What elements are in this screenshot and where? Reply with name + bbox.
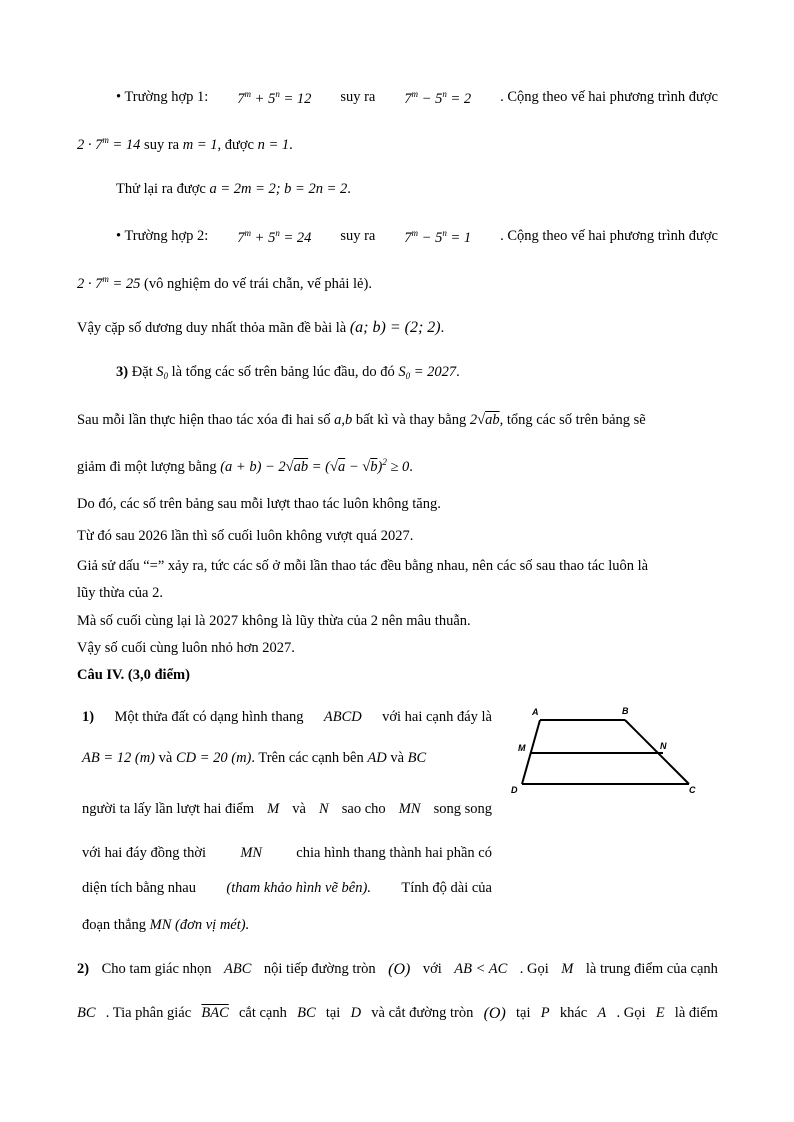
p3l2-text2: bất kì và thay bằng	[355, 412, 467, 428]
q1-mn: MN	[398, 801, 421, 817]
q1-l1: Một thửa đất có dạng hình thang	[114, 709, 304, 725]
q2-p: P	[540, 1005, 550, 1021]
case2-eq1: $7^m + 5^n = 24$	[237, 228, 312, 246]
p3l4: Do đó, các số trên bảng sau mỗi lượt thao tác luôn không tăng.	[77, 496, 441, 512]
q1-line2	[82, 751, 426, 766]
q2-l1b: nội tiếp đường tròn	[263, 961, 376, 977]
q2-line2	[77, 1006, 718, 1022]
conclusion1-text: Vậy cặp số dương duy nhất thỏa mãn đề bài là	[77, 320, 347, 336]
label-b: B	[622, 706, 629, 716]
q2-line1	[77, 962, 718, 978]
q2-l2g: . Gọi	[616, 1005, 646, 1021]
q2-l2e: tại	[516, 1005, 531, 1021]
part3-text2: là tổng các số trên bảng lúc đầu, do đó	[171, 364, 395, 380]
q1-va: và	[158, 750, 173, 766]
case2-eq2: $7^m - 5^n = 1$	[404, 228, 472, 246]
q2-l2c: tại	[325, 1005, 341, 1021]
p3l3-line	[77, 458, 413, 475]
q1-l3b: sao cho	[341, 801, 386, 817]
p3l2-text3: , tổng các số trên bảng sẽ	[499, 412, 646, 428]
q2-l1d: . Gọi	[519, 961, 549, 977]
q1-cd: CD = 20 (m)	[175, 750, 252, 766]
q2-ineq: AB < AC	[454, 961, 508, 977]
part3-label: 3)	[116, 364, 129, 380]
q1-m: M	[267, 801, 280, 817]
case1-eq2: $7^m - 5^n = 2$	[404, 89, 472, 107]
q2-e: E	[655, 1005, 665, 1021]
q1-l6b: (đơn vị mét).	[175, 917, 250, 933]
label-a: A	[532, 707, 539, 717]
q2-label: 2)	[77, 961, 90, 977]
q1-l3c: song song	[433, 801, 492, 817]
q1-l4a: với hai đáy đồng thời	[82, 845, 207, 861]
case2-line	[116, 229, 718, 246]
q2-l1e: là trung điểm của cạnh	[585, 961, 718, 977]
q2-l2f: khác	[559, 1005, 588, 1021]
q1-l4b: chia hình thang thành hai phần có	[296, 845, 492, 861]
q1-ab: AB = 12 (m)	[82, 750, 156, 766]
part3-text1: Đặt	[131, 364, 153, 380]
q2-a: A	[597, 1005, 607, 1021]
q2-bc: BC	[77, 1005, 96, 1021]
q2-d: D	[350, 1005, 362, 1021]
q1-line1	[82, 710, 492, 725]
case2-prefix: • Trường hợp 2:	[116, 228, 209, 244]
p3l3-text: giảm đi một lượng bằng	[77, 459, 217, 475]
case2b-line	[77, 275, 372, 292]
trapezoid-shape	[522, 720, 689, 784]
q1-line6	[82, 918, 249, 933]
q1-abcd: ABCD	[323, 709, 362, 725]
q1-l5c: Tính độ dài của	[401, 880, 492, 896]
q2-l1a: Cho tam giác nhọn	[101, 961, 212, 977]
q1-l3a: người ta lấy lần lượt hai điểm	[82, 801, 254, 817]
case1b-line	[77, 136, 293, 153]
part3-dot: .	[456, 364, 460, 380]
q2-bac: $\overline{BAC}$	[201, 1005, 229, 1021]
q2-abc: ABC	[224, 961, 252, 977]
part3-line	[116, 365, 460, 381]
label-n: N	[660, 741, 667, 751]
case1b-eq: $2 \cdot 7^m = 14$	[77, 135, 141, 153]
q2-m: M	[561, 961, 574, 977]
q2-o2: (O)	[483, 1005, 506, 1022]
part3-expr: $S_0 = 2027$	[398, 364, 457, 381]
q2-l2a: . Tia phân giác	[105, 1005, 192, 1021]
p3l2-ab: a,b	[334, 412, 353, 428]
q1-n: N	[319, 801, 329, 817]
check-line	[116, 182, 351, 197]
check-expr: a = 2m = 2; b = 2n = 2	[209, 181, 348, 197]
q1-line4	[82, 846, 492, 861]
q1-va2: và	[390, 750, 405, 766]
q1-l1b: với hai cạnh đáy là	[382, 709, 492, 725]
part3-s0: $S_0$	[156, 364, 169, 381]
case2-tail: . Cộng theo vế hai phương trình được	[500, 228, 718, 244]
case1-suy: suy ra	[340, 89, 376, 105]
q1-va3: và	[292, 801, 306, 817]
q1-mn3: MN	[149, 917, 172, 933]
p3l9: Vậy số cuối cùng luôn nhỏ hơn 2027.	[77, 640, 295, 656]
case1b-duoc: , được	[217, 137, 254, 153]
case1b-dot: .	[289, 137, 293, 153]
section4-heading: Câu IV. (3,0 điểm)	[77, 667, 190, 683]
q1-l6a: đoạn thẳng	[82, 917, 147, 933]
q1-line3	[82, 802, 492, 817]
q2-l2d: và cắt đường tròn	[371, 1005, 474, 1021]
label-d: D	[511, 785, 518, 795]
q1-ad: AD	[367, 750, 387, 766]
p3l8: Mà số cuối cùng lại là 2027 không là lũy thừa của 2 nên mâu thuẫn.	[77, 613, 471, 629]
case2b-eq: $2 \cdot 7^m = 25$	[77, 274, 141, 292]
conclusion1-dot: .	[440, 320, 445, 336]
q1-line5	[82, 881, 492, 896]
case1-tail: . Cộng theo vế hai phương trình được	[500, 89, 718, 105]
q1-mn2: MN	[240, 845, 263, 861]
p3l2-line	[77, 413, 718, 428]
p3l2-expr: 2√ab	[469, 412, 500, 428]
q1-l5a: diện tích bằng nhau	[82, 880, 196, 896]
check-dot: .	[347, 181, 351, 197]
q1-l5b: (tham khảo hình vẽ bên).	[226, 880, 371, 896]
q1-label: 1)	[82, 709, 95, 725]
q2-l1c: với	[422, 961, 442, 977]
q1-l2b: . Trên các cạnh bên	[251, 750, 364, 766]
p3l3-expr: $(a + b) - 2√ab = (√a - √b)^2 \ge 0$	[220, 457, 410, 475]
trapezoid-figure	[508, 705, 708, 805]
label-c: C	[689, 785, 696, 795]
q2-l2b: cắt cạnh	[238, 1005, 287, 1021]
p3l6: Giả sử dấu “=” xảy ra, tức các số ở mỗi lần thao tác đều bằng nhau, nên các số sau thao tác luôn là	[77, 558, 649, 574]
case1-eq1: $7^m + 5^n = 12$	[237, 89, 312, 107]
p3l5: Từ đó sau 2026 lần thì số cuối luôn không vượt quá 2027.	[77, 528, 414, 544]
conclusion1-expr: (a; b) = (2; 2)	[349, 319, 441, 336]
p3l3-dot: .	[409, 459, 413, 475]
check-prefix: Thử lại ra được	[116, 181, 206, 197]
p3l7: lũy thừa của 2.	[77, 585, 163, 601]
case2-suy: suy ra	[340, 228, 376, 244]
case1b-n: n = 1	[257, 137, 290, 153]
case1-line	[116, 90, 718, 107]
case1b-suy: suy ra	[144, 137, 180, 153]
case2b-text: (vô nghiệm do vế trái chẵn, vế phải lẻ).	[144, 276, 372, 292]
p3l2-text1: Sau mỗi lần thực hiện thao tác xóa đi hai số	[77, 412, 331, 428]
q1-bc: BC	[407, 750, 427, 766]
case1b-m: m = 1	[182, 137, 218, 153]
conclusion1-line	[77, 320, 444, 336]
q2-bc2: BC	[297, 1005, 316, 1021]
q2-l2h: là điểm	[674, 1005, 718, 1021]
case1-prefix: • Trường hợp 1:	[116, 89, 209, 105]
q2-o: (O)	[388, 961, 411, 978]
label-m: M	[518, 743, 526, 753]
